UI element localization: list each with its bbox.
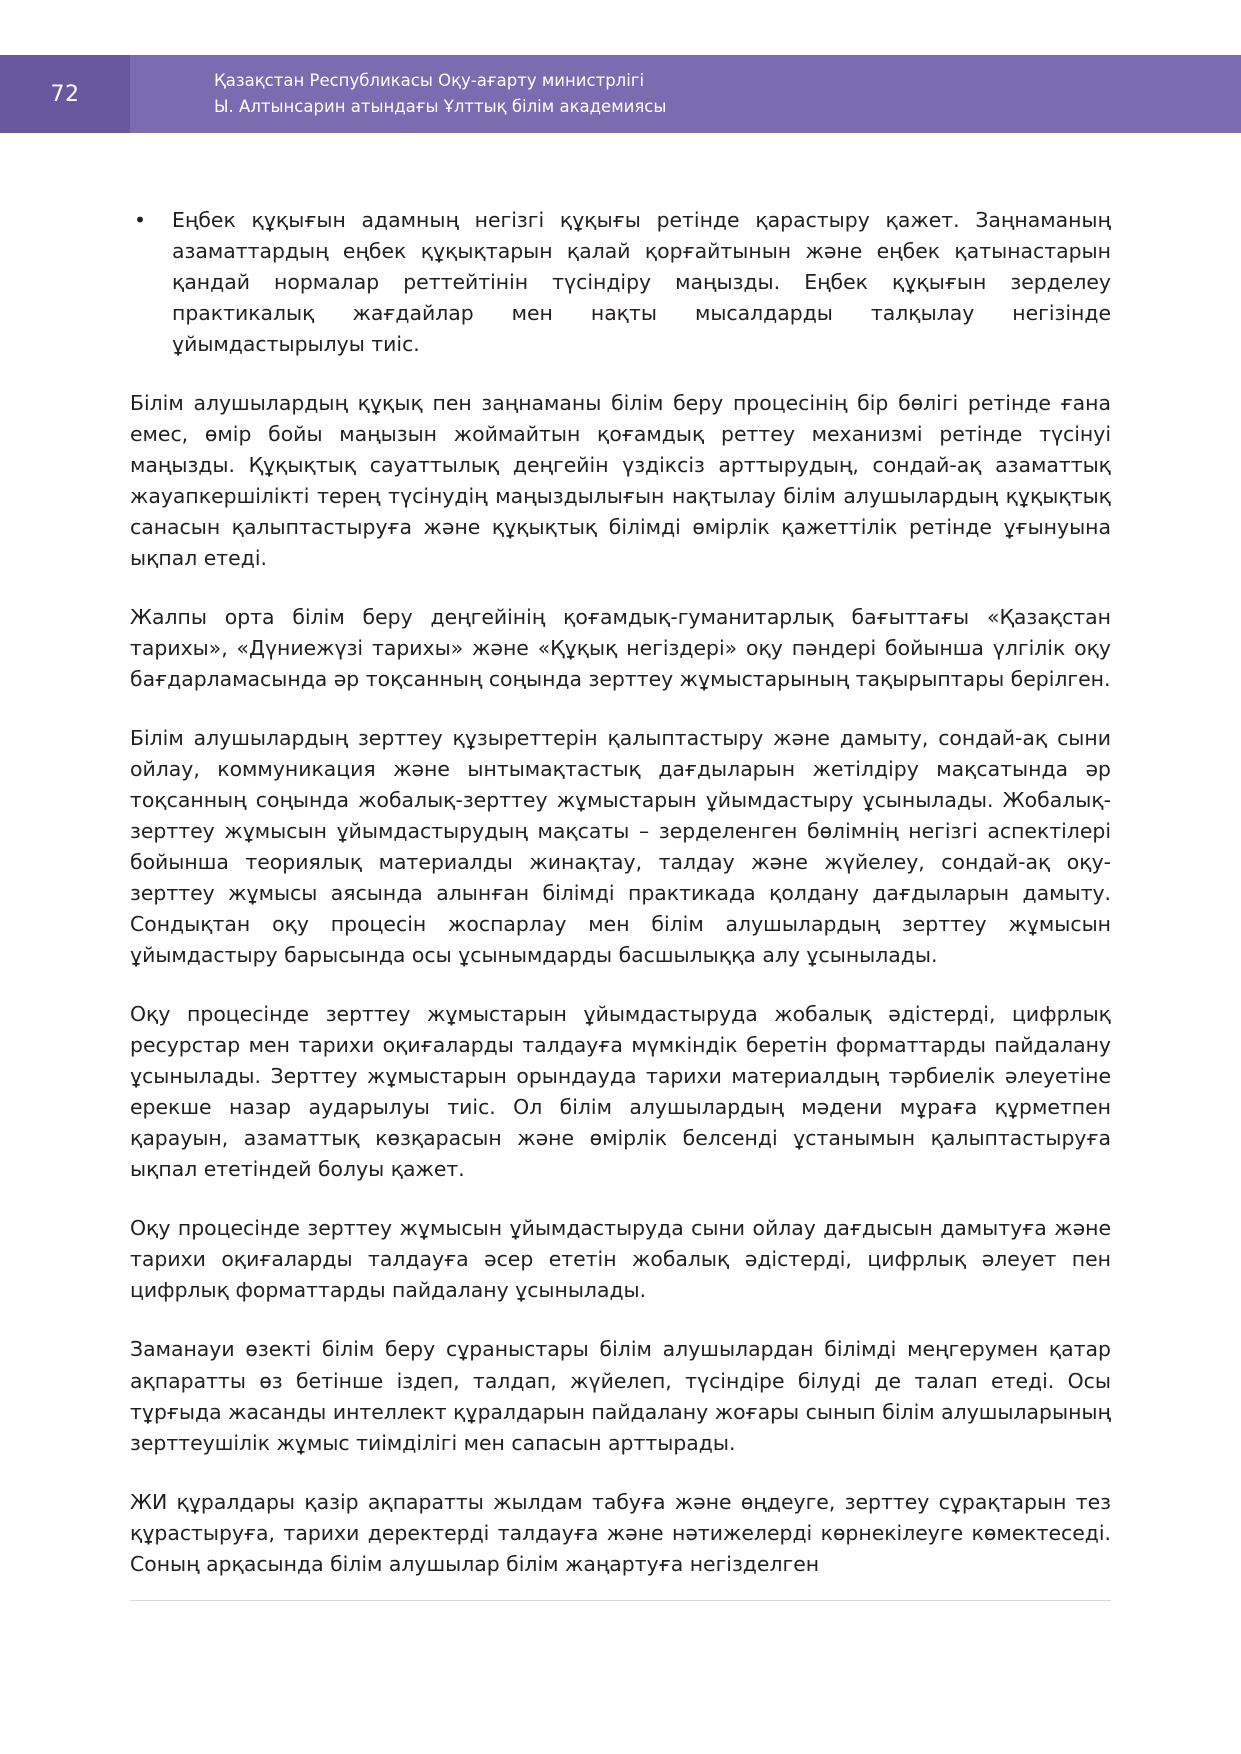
paragraph: Оқу процесінде зерттеу жұмысын ұйымдастыруда сыни ойлау дағдысын дамытуға және тарихи оқиғаларды талдауға әсер ететін жобалық әдістерді, цифрлық әлеует пен цифрлық форматтарды пайдалану ұсынылады.: [130, 1216, 1111, 1303]
footer-divider: [130, 1600, 1111, 1601]
paragraph: Жалпы орта білім беру деңгейінің қоғамдық-гуманитарлық бағыттағы «Қазақстан тарихы», «Дүниежүзі тарихы» және «Құқық негіздері» оқу пәндері бойынша үлгілік оқу бағдарламасында әр тоқсанның соңында зерттеу жұмыстарының тақырыптары берілген.: [130, 605, 1111, 692]
page-header: [0, 55, 1241, 133]
page-number: 72: [50, 81, 80, 107]
page-content: [130, 205, 1111, 1580]
paragraph: Білім алушылардың құқық пен заңнаманы білім беру процесінің бір бөлігі ретінде ғана емес, өмір бойы маңызын жоймайтын қоғамдық реттеу механизмі ретінде түсінуі маңызды. Құқықтық сауаттылық деңгейін үздіксіз арттырудың, сондай-ақ азаматтық жауапкершілікті терең түсінудің маңыздылығын нақтылау білім алушылардың құқықтық санасын қалыптастыруға және құқықтық білімді өмірлік қажеттілік ретінде ұғынуына ықпал етеді.: [130, 391, 1111, 571]
paragraph: Білім алушылардың зерттеу құзыреттерін қалыптастыру және дамыту, сондай-ақ сыни ойлау, коммуникация және ынтымақтастық дағдыларын жетілдіру мақсатында әр тоқсанның соңында жобалық-зерттеу жұмыстарын ұйымдастыру ұсынылады. Жобалық-зерттеу жұмысын ұйымдастырудың мақсаты – зерделенген бөлімнің негізгі аспектілері бойынша теориялық материалды жинақтау, талдау және жүйелеу, сондай-ақ оқу-зерттеу жұмысы аясында алынған білімді практикада қолдану дағдыларын дамыту. Сондықтан оқу процесін жоспарлау мен білім алушылардың зерттеу жұмысын ұйымдастыру барысында осы ұсынымдарды басшылыққа алу ұсынылады.: [130, 726, 1111, 968]
paragraph: ЖИ құралдары қазір ақпаратты жылдам табуға және өңдеуге, зерттеу сұрақтарын тез құрастыруға, тарихи деректерді талдауға және нәтижелерді көрнекілеуге көмектеседі. Соның арқасында білім алушылар білім жаңартуға негізделген: [130, 1489, 1111, 1576]
paragraph: Заманауи өзекті білім беру сұраныстары білім алушылардан білімді меңгерумен қатар ақпаратты өз бетінше іздеп, талдап, жүйелеп, түсіндіре білуді де талап етеді. Осы тұрғыда жасанды интеллект құралдарын пайдалану жоғары сынып білім алушыларының зерттеушілік жұмыс тиімділігі мен сапасын арттырады.: [130, 1337, 1111, 1455]
paragraph: Оқу процесінде зерттеу жұмыстарын ұйымдастыруда жобалық әдістерді, цифрлық ресурстар мен тарихи оқиғаларды талдауға мүмкіндік беретін форматтарды пайдалану ұсынылады. Зерттеу жұмыстарын орындауда тарихи материалдың тәрбиелік әлеуетіне ерекше назар аударылуы тиіс. Ол білім алушылардың мәдени мұраға құрметпен қарауын, азаматтық көзқарасын және өмірлік белсенді ұстанымын қалыптастыруға ықпал ететіндей болуы қажет.: [130, 1002, 1111, 1182]
header-title-group: [130, 55, 1241, 133]
bullet-marker-icon: •: [134, 208, 147, 232]
bullet-item: [130, 205, 1111, 360]
header-line-academy: Ы. Алтынсарин атындағы Ұлттық білім академиясы: [214, 97, 667, 116]
bullet-item-text: Еңбек құқығын адамның негізгі құқығы ретінде қарастыру қажет. Заңнаманың азаматтардың еңбек құқықтарын қалай қорғайтынын және еңбек қатынастарын қандай нормалар реттейтінін түсіндіру маңызды. Еңбек құқығын зерделеу практикалық жағдайлар мен нақты мысалдарды талқылау негізінде ұйымдастырылуы тиіс.: [172, 208, 1111, 357]
header-line-ministry: Қазақстан Республикасы Оқу-ағарту министрлігі: [214, 71, 645, 91]
page-number-box: [0, 55, 130, 133]
